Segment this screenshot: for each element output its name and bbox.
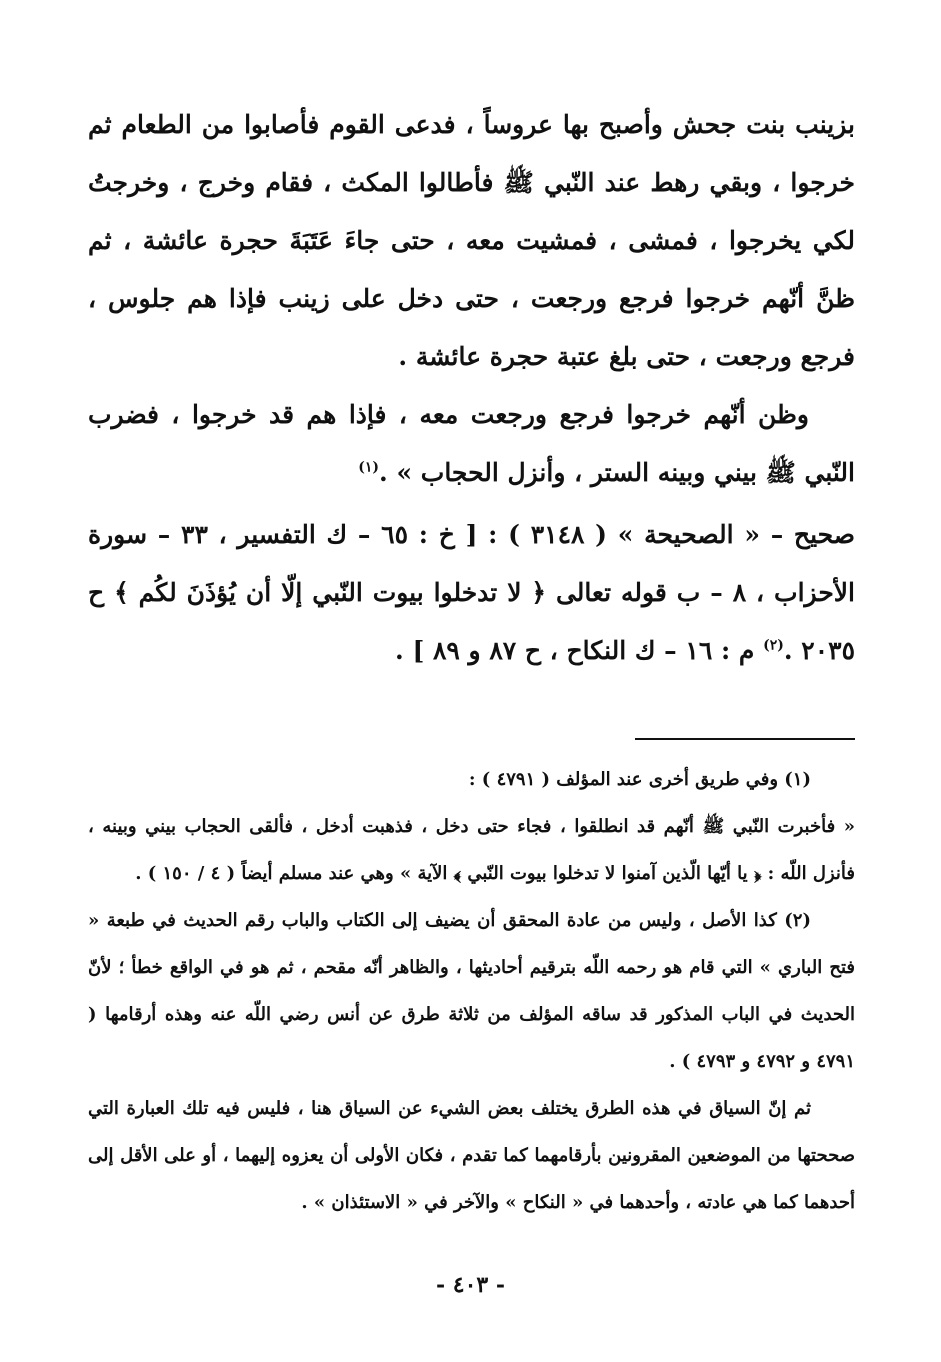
hadith-paragraph-1: بزينب بنت جحش وأصبح بها عروساً ، فدعى القوم فأصابوا من الطعام ثم خرجوا ، وبقي رهط عند النّبي ﷺ فأطالوا المكث ، فقام وخرج ، وخرجتُ لكي يخرجوا ، فمشى ، فمشيت معه ، حتى جاءَ عَتَبَةَ حجرة عائشة ، ثم ظنَّ أنّهم خرجوا فرجع ورجعت ، حتى دخل على زينب فإذا هم جلوس ، فرجع ورجعت ، حتى بلغ عتبة حجرة عائشة . — [88, 110, 855, 371]
grading-label: صحيح – — [770, 520, 855, 549]
footnote-2-continuation: ثم إنّ السياق في هذه الطرق يختلف بعض الشيء عن السياق هنا ، فليس فيه تلك العبارة التي صححتها من الموضعين المقرونين بأرقامهما كما تقدم ، فكان الأولى أن يعزوه إليهما ، أو على الأقل إلى أحدهما كما هي عادته ، وأحدهما في « النكاح » والآخر في « الاستئذان » . — [88, 1098, 855, 1213]
main-text — [88, 96, 855, 680]
hadith-paragraph-2-text: وظن أنّهم خرجوا فرجع ورجعت معه ، فإذا هم قد خرجوا ، فضرب النّبي ﷺ بيني وبينه الستر ، وأنزل الحجاب » . — [88, 400, 855, 487]
footnote-marker-2: (٢) — [763, 637, 784, 654]
takhrij-paragraph — [88, 506, 855, 680]
hadith-paragraph-2 — [88, 386, 855, 502]
takhrij-tail: م : ١٦ – ك النكاح ، ح ٨٧ و ٨٩ ] . — [395, 636, 764, 665]
page-number: - ٤٠٣ - — [435, 1272, 506, 1298]
footnote-marker-1: (١) — [358, 459, 380, 476]
footnote-2-body: (٢) كذا الأصل ، وليس من عادة المحقق أن يضيف إلى الكتاب والباب رقم الحديث في طبعة « فتح الباري » التي قام هو رحمه اللّه بترقيم أحاديثها ، والظاهر أنّه مقحم ، ثم هو في الواقع خطأ ؛ لأنّ الحديث في الباب المذكور قد ساقه المؤلف من ثلاثة طرق عن أنس رضي اللّه عنه وهذه أرقامها ( ٤٧٩١ و ٤٧٩٢ و ٤٧٩٣ ) . — [88, 910, 855, 1072]
footnote-separator — [635, 738, 855, 740]
footnote-1-heading: (١) وفي طريق أخرى عند المؤلف ( ٤٧٩١ ) : — [468, 769, 811, 790]
footnote-1-body: « فأخبرت النّبي ﷺ أنّهم قد انطلقوا ، فجاء حتى دخل ، فذهبت أدخل ، فألقى الحجاب بيني وبينه ، فأنزل اللّه : ﴿ يا أيّها الّذين آمنوا لا تدخلوا بيوت النّبي ﴾ الآية » وهي عند مسلم أيضاً ( ٤ / ١٥٠ ) . — [88, 816, 855, 884]
takhrij-text: « الصحيحة » ( ٣١٤٨ ) : [ خ : ٦٥ – ك التفسير ، ٣٣ – سورة الأحزاب ، ٨ – ب قوله تعالى ﴿ لا تدخلوا بيوت النّبي إلّا أن يُؤذَنَ لكُم ﴾ ح ٢٠٣٥ . — [88, 520, 855, 665]
footnotes — [88, 756, 855, 1226]
